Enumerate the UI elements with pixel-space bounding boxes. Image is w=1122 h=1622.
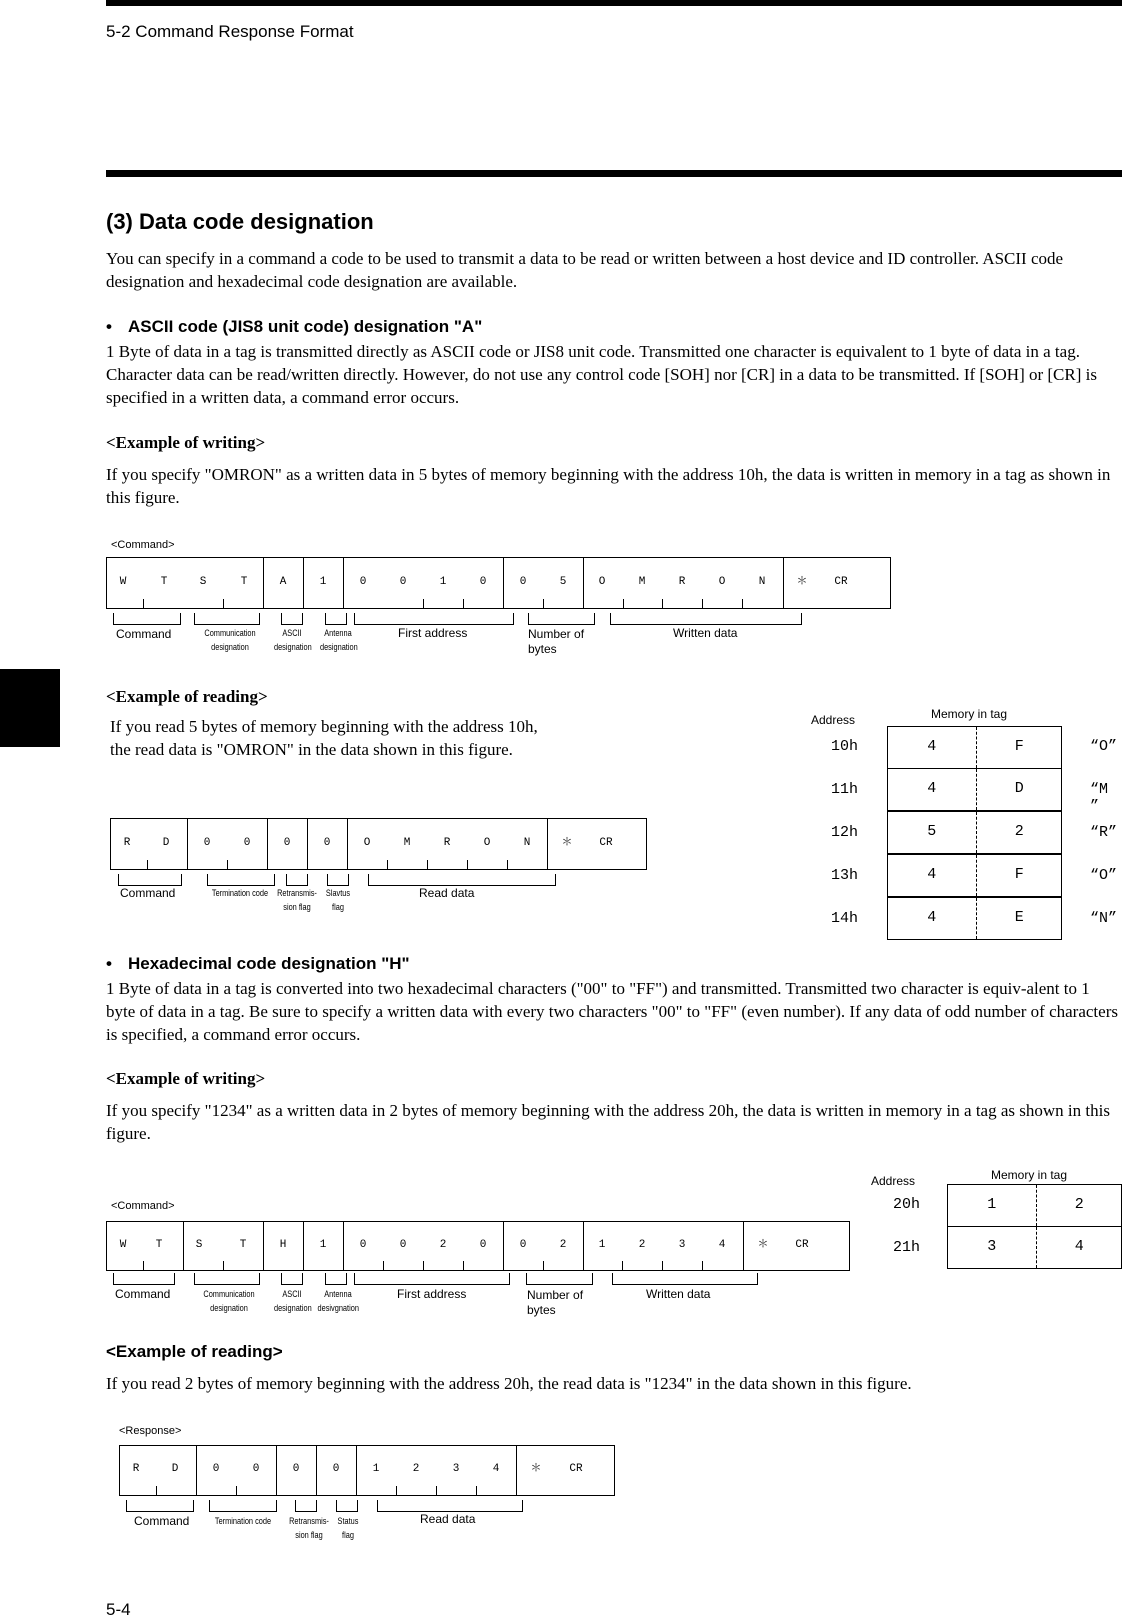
field-separator: [276, 1446, 277, 1495]
frame-char: W: [119, 576, 127, 588]
field-separator: [307, 819, 308, 869]
frame-char: ＊: [530, 1463, 542, 1475]
frame-char: 4: [492, 1463, 500, 1475]
bracket-hex-status: [336, 1500, 358, 1512]
field-separator: [347, 819, 348, 869]
frame-char: R: [443, 837, 451, 849]
field-separator: [343, 1222, 344, 1270]
frame-char: W: [119, 1239, 127, 1251]
label-ant-line2: designation: [319, 642, 358, 652]
field-separator: [356, 1446, 357, 1495]
frame-char: T: [239, 1239, 247, 1251]
hex-write-command-frame: [106, 1221, 850, 1271]
frame-char: R: [132, 1463, 140, 1475]
field-separator: [263, 558, 264, 608]
char-tick: [223, 599, 224, 608]
bracket-termination: [207, 874, 275, 886]
label-status: [322, 886, 355, 914]
frame-char: T: [240, 576, 248, 588]
label-stat-line1: Slavtus: [325, 888, 351, 898]
label-ascii-line2: designation: [273, 642, 312, 652]
char-tick: [463, 1261, 464, 1270]
read-response-frame: [110, 818, 647, 870]
char-tick: [423, 1261, 424, 1270]
response-tag: <Response>: [119, 1425, 182, 1437]
field-separator: [343, 558, 344, 608]
memory-nibble: D: [1014, 779, 1024, 797]
label-command: Command: [116, 627, 172, 641]
label-written-data: Written data: [673, 626, 738, 640]
field-separator: [516, 1446, 517, 1495]
memory-nibble: F: [1014, 865, 1024, 883]
hex-label-ascii-line2: designation: [273, 1303, 312, 1313]
memory-nibble: 3: [987, 1237, 997, 1255]
hex-resp-stat-line2: flag: [342, 1530, 354, 1540]
char-tick: [387, 860, 388, 869]
frame-char: 0: [359, 1239, 367, 1251]
section-header: 5-2 Command Response Format: [106, 22, 354, 41]
ascii-read-text-2: the read data is "OMRON" in the data shown in this figure.: [110, 740, 513, 759]
hex-resp-label-termination: Termination code: [214, 1516, 272, 1526]
memory-char: “O”: [1090, 866, 1118, 884]
memory-nibble: 4: [927, 738, 937, 755]
intro-paragraph: You can specify in a command a code to be used to transmit a data to be read or written between a host device and ID controller. ASCII code designation and hexadecimal code designation are available.: [106, 249, 1064, 291]
frame-char: 0: [203, 837, 211, 849]
bracket-hex-command: [113, 1273, 175, 1285]
hex-title: Hexadecimal code designation "H": [128, 954, 410, 973]
frame-char: 0: [479, 576, 487, 588]
ascii-body: 1 Byte of data in a tag is transmitted directly as ASCII code or JIS8 unit code. Transmitted one character is equivalent to 1 byte of data in a tag. Character data can be read/written directly. However, do not use any control code [SOH] nor [CR] in a data to be transmitted. If [SOH] or [CR] is specified in a written data, a command error occurs.: [106, 342, 1097, 407]
label-retr-line2: sion flag: [283, 902, 311, 912]
command-tag: <Command>: [111, 539, 175, 551]
hex-resp-label-status: [332, 1514, 365, 1542]
field-separator: [263, 1222, 264, 1270]
bracket-hex-number: [526, 1273, 593, 1285]
bracket-hex-first-address: [354, 1273, 510, 1285]
char-tick: [236, 1486, 237, 1495]
label-retransmission: [277, 886, 318, 914]
char-tick: [383, 1261, 384, 1270]
frame-char: 0: [283, 837, 291, 849]
frame-char: N: [758, 576, 766, 588]
frame-char: 0: [399, 576, 407, 588]
frame-char: CR: [795, 1239, 809, 1251]
hex-read-text: If you read 2 bytes of memory beginning with the address 20h, the read data is "1234" in the data shown in this figure.: [106, 1374, 912, 1393]
page-number: 5-4: [106, 1600, 131, 1619]
field-separator: [303, 558, 304, 608]
memory-address: 13h: [831, 866, 859, 884]
label-first-address: First address: [398, 626, 468, 640]
hex-label-ascii: [274, 1287, 310, 1315]
frame-char: 3: [678, 1239, 686, 1251]
bracket-hex-communication: [194, 1273, 260, 1285]
mem2-address-label: Address: [871, 1174, 916, 1188]
frame-char: 0: [323, 837, 331, 849]
bracket-read-data: [368, 874, 556, 886]
ascii-read-text-1: If you read 5 bytes of memory beginning with the address 10h,: [110, 717, 538, 736]
bullet: •: [106, 954, 112, 973]
char-tick: [702, 1261, 703, 1270]
frame-char: 0: [519, 1239, 527, 1251]
label-retr-line1: Retransmis-: [277, 888, 317, 898]
label-antenna: [320, 626, 356, 654]
hex-label-comm-line1: Communication: [203, 1289, 255, 1299]
write-command-frame: [106, 557, 891, 609]
memory-address: 21h: [893, 1238, 921, 1256]
ascii-read-heading: <Example of reading>: [106, 687, 268, 706]
hex-label-num-line2: bytes: [527, 1303, 556, 1317]
frame-char: T: [155, 1239, 163, 1251]
frame-char: M: [638, 576, 646, 588]
label-num-line1: Number of: [528, 627, 585, 641]
bracket-communication: [194, 613, 260, 625]
field-separator: [743, 1222, 744, 1270]
memory-row: [947, 1184, 1122, 1227]
memory-char: “O”: [1090, 737, 1118, 755]
char-tick: [702, 599, 703, 608]
memory-nibble: 1: [987, 1196, 997, 1213]
frame-char: 1: [372, 1463, 380, 1475]
hex-body: 1 Byte of data in a tag is converted into two hexadecimal characters ("00" to "FF") and transmitted. Transmitted two character is equiv-alent to 1 byte of data in a tag. Be sure to specify a written data with every two characters "00" to "FF" (even number). If any data of odd number of characters is specified, a command error occurs.: [106, 979, 1118, 1044]
bracket-number: [528, 613, 595, 625]
bullet: •: [106, 317, 112, 336]
char-tick: [147, 860, 148, 869]
hex-write-text: If you specify "1234" as a written data in 2 bytes of memory beginning with the address 20h, the data is written in memory in a tag as shown in this figure.: [106, 1101, 1110, 1143]
memory-address: 14h: [831, 909, 859, 927]
frame-char: A: [279, 576, 287, 588]
frame-char: CR: [599, 837, 613, 849]
hex-resp-retr-line2: sion flag: [295, 1530, 323, 1540]
hex-read-heading: <Example of reading>: [106, 1342, 283, 1361]
memory-nibble: 2: [1074, 1196, 1084, 1213]
hex-heading: [106, 954, 410, 974]
memory-row: [887, 726, 1062, 769]
bracket-hex-ascii: [281, 1273, 303, 1285]
frame-char: 2: [412, 1463, 420, 1475]
hex-label-written-data: Written data: [646, 1287, 711, 1301]
bracket-resp-command: [118, 874, 182, 886]
char-tick: [543, 599, 544, 608]
hex-label-ant-line1: Antenna: [324, 1289, 352, 1299]
hex-resp-retr-line1: Retransmis-: [289, 1516, 329, 1526]
frame-char: H: [279, 1239, 287, 1251]
frame-char: 0: [519, 576, 527, 588]
label-ascii: [274, 626, 310, 654]
memory-address: 10h: [831, 737, 859, 755]
field-separator: [503, 1222, 504, 1270]
hex-resp-label-read-data: Read data: [420, 1512, 476, 1526]
memory-char: “N”: [1090, 909, 1118, 927]
ascii-write-heading: <Example of writing>: [106, 433, 266, 452]
label-ant-line1: Antenna: [324, 628, 352, 638]
char-tick: [742, 599, 743, 608]
label-num-line2: bytes: [528, 642, 557, 656]
frame-char: 0: [359, 576, 367, 588]
field-separator: [316, 1446, 317, 1495]
frame-char: M: [403, 837, 411, 849]
memory-row: [887, 897, 1062, 940]
frame-char: T: [160, 576, 168, 588]
char-tick: [476, 1486, 477, 1495]
bracket-antenna: [325, 613, 347, 625]
hex-command-tag: <Command>: [111, 1200, 175, 1212]
bracket-ascii: [281, 613, 303, 625]
bracket-hex-written-data: [612, 1273, 758, 1285]
frame-char: O: [363, 837, 371, 849]
field-separator: [196, 1446, 197, 1495]
memory-row: [947, 1226, 1122, 1269]
frame-char: 0: [243, 837, 251, 849]
char-tick: [543, 1261, 544, 1270]
frame-char: S: [195, 1239, 203, 1251]
label-communication: [202, 626, 258, 654]
label-ascii-line1: ASCII: [282, 628, 302, 638]
char-tick: [143, 1261, 144, 1270]
memory-row: [887, 854, 1062, 897]
bracket-written-data: [610, 613, 802, 625]
field-separator: [187, 819, 188, 869]
label-number-bytes: [528, 627, 584, 657]
frame-char: ＊: [796, 576, 808, 588]
hex-label-num-line1: Number of: [527, 1288, 584, 1302]
header-rule: [106, 170, 1122, 177]
bracket-hex-termination: [209, 1500, 277, 1512]
bracket-hex-resp-command: [126, 1500, 194, 1512]
frame-char: 0: [479, 1239, 487, 1251]
frame-char: 0: [212, 1463, 220, 1475]
char-tick: [467, 860, 468, 869]
frame-char: 3: [452, 1463, 460, 1475]
frame-char: 2: [638, 1239, 646, 1251]
hex-read-response-frame: [119, 1445, 615, 1496]
memory-row: [887, 811, 1062, 854]
frame-char: CR: [569, 1463, 583, 1475]
field-separator: [267, 819, 268, 869]
hex-label-ant-line2: desivgnation: [317, 1303, 359, 1313]
frame-char: D: [162, 837, 170, 849]
field-separator: [583, 1222, 584, 1270]
frame-char: 1: [319, 1239, 327, 1251]
frame-char: R: [123, 837, 131, 849]
frame-char: 1: [598, 1239, 606, 1251]
char-tick: [507, 860, 508, 869]
frame-char: O: [598, 576, 606, 588]
char-tick: [156, 1486, 157, 1495]
frame-char: 1: [439, 576, 447, 588]
char-tick: [396, 1486, 397, 1495]
memory-char: “M ”: [1090, 780, 1109, 815]
frame-char: S: [199, 576, 207, 588]
mem1-title: Memory in tag: [931, 707, 1008, 721]
memory-address: 20h: [893, 1195, 921, 1213]
ascii-write-text: If you specify "OMRON" as a written data in 5 bytes of memory beginning with the address 10h, the data is written in memory in a tag as shown in this figure.: [106, 465, 1111, 507]
bracket-hex-read-data: [377, 1500, 523, 1512]
char-tick: [143, 599, 144, 608]
frame-char: 2: [439, 1239, 447, 1251]
memory-nibble: 5: [927, 822, 937, 840]
char-tick: [436, 1486, 437, 1495]
memory-nibble: 4: [927, 779, 937, 797]
hex-label-number-bytes: [527, 1288, 583, 1318]
frame-char: 0: [252, 1463, 260, 1475]
chapter-tab: [0, 669, 60, 747]
frame-char: 5: [559, 576, 567, 588]
memory-char: “R”: [1090, 823, 1118, 841]
hex-label-antenna: [318, 1287, 359, 1315]
bracket-command: [113, 613, 181, 625]
memory-address: 11h: [831, 780, 859, 798]
hex-write-heading: <Example of writing>: [106, 1069, 266, 1088]
frame-char: 0: [399, 1239, 407, 1251]
label-termination: Termination code: [211, 888, 269, 898]
char-tick: [463, 599, 464, 608]
char-tick: [223, 1261, 224, 1270]
frame-char: R: [678, 576, 686, 588]
memory-nibble: E: [1014, 908, 1024, 926]
memory-address: 12h: [831, 823, 859, 841]
frame-char: 2: [559, 1239, 567, 1251]
ascii-title: ASCII code (JIS8 unit code) designation "A": [128, 317, 483, 336]
memory-nibble: 4: [1074, 1237, 1084, 1255]
bracket-hex-antenna: [325, 1273, 347, 1285]
frame-char: N: [523, 837, 531, 849]
char-tick: [503, 599, 504, 608]
bracket-hex-retransmission: [295, 1500, 317, 1512]
memory-nibble: F: [1014, 738, 1024, 755]
hex-label-communication: [201, 1287, 257, 1315]
char-tick: [423, 599, 424, 608]
label-resp-command: Command: [120, 886, 176, 900]
frame-char: O: [483, 837, 491, 849]
ascii-heading: [106, 317, 482, 337]
hex-label-comm-line2: designation: [210, 1303, 248, 1313]
char-tick: [662, 1261, 663, 1270]
label-comm-line2: designation: [211, 642, 249, 652]
hex-resp-label-retransmission: [289, 1514, 330, 1542]
bracket-first-address: [354, 613, 514, 625]
field-separator: [547, 819, 548, 869]
frame-char: 0: [332, 1463, 340, 1475]
top-rule: [106, 0, 1122, 6]
frame-char: CR: [834, 576, 848, 588]
field-separator: [783, 558, 784, 608]
char-tick: [583, 599, 584, 608]
memory-row: [887, 768, 1062, 811]
field-separator: [303, 1222, 304, 1270]
label-stat-line2: flag: [332, 902, 344, 912]
frame-char: ＊: [561, 837, 573, 849]
hex-label-ascii-line1: ASCII: [282, 1289, 302, 1299]
mem1-address-label: Address: [811, 713, 856, 727]
field-separator: [183, 1222, 184, 1270]
hex-label-first-address: First address: [397, 1287, 467, 1301]
bracket-status: [327, 874, 349, 886]
label-comm-line1: Communication: [204, 628, 256, 638]
bracket-retransmission: [286, 874, 308, 886]
char-tick: [227, 860, 228, 869]
frame-char: 1: [319, 576, 327, 588]
memory-nibble: 4: [927, 908, 937, 926]
page-heading: (3) Data code designation: [106, 209, 374, 234]
char-tick: [662, 599, 663, 608]
mem2-title: Memory in tag: [991, 1168, 1068, 1182]
char-tick: [622, 1261, 623, 1270]
hex-label-command: Command: [115, 1287, 171, 1301]
hex-resp-stat-line1: Status: [337, 1516, 359, 1526]
char-tick: [623, 599, 624, 608]
label-read-data: Read data: [419, 886, 475, 900]
frame-char: ＊: [757, 1239, 769, 1251]
frame-char: 0: [292, 1463, 300, 1475]
memory-nibble: 4: [927, 865, 937, 883]
frame-char: O: [718, 576, 726, 588]
hex-resp-label-command: Command: [134, 1514, 190, 1528]
memory-nibble: 2: [1014, 822, 1024, 840]
frame-char: D: [171, 1463, 179, 1475]
char-tick: [427, 860, 428, 869]
frame-char: 4: [718, 1239, 726, 1251]
